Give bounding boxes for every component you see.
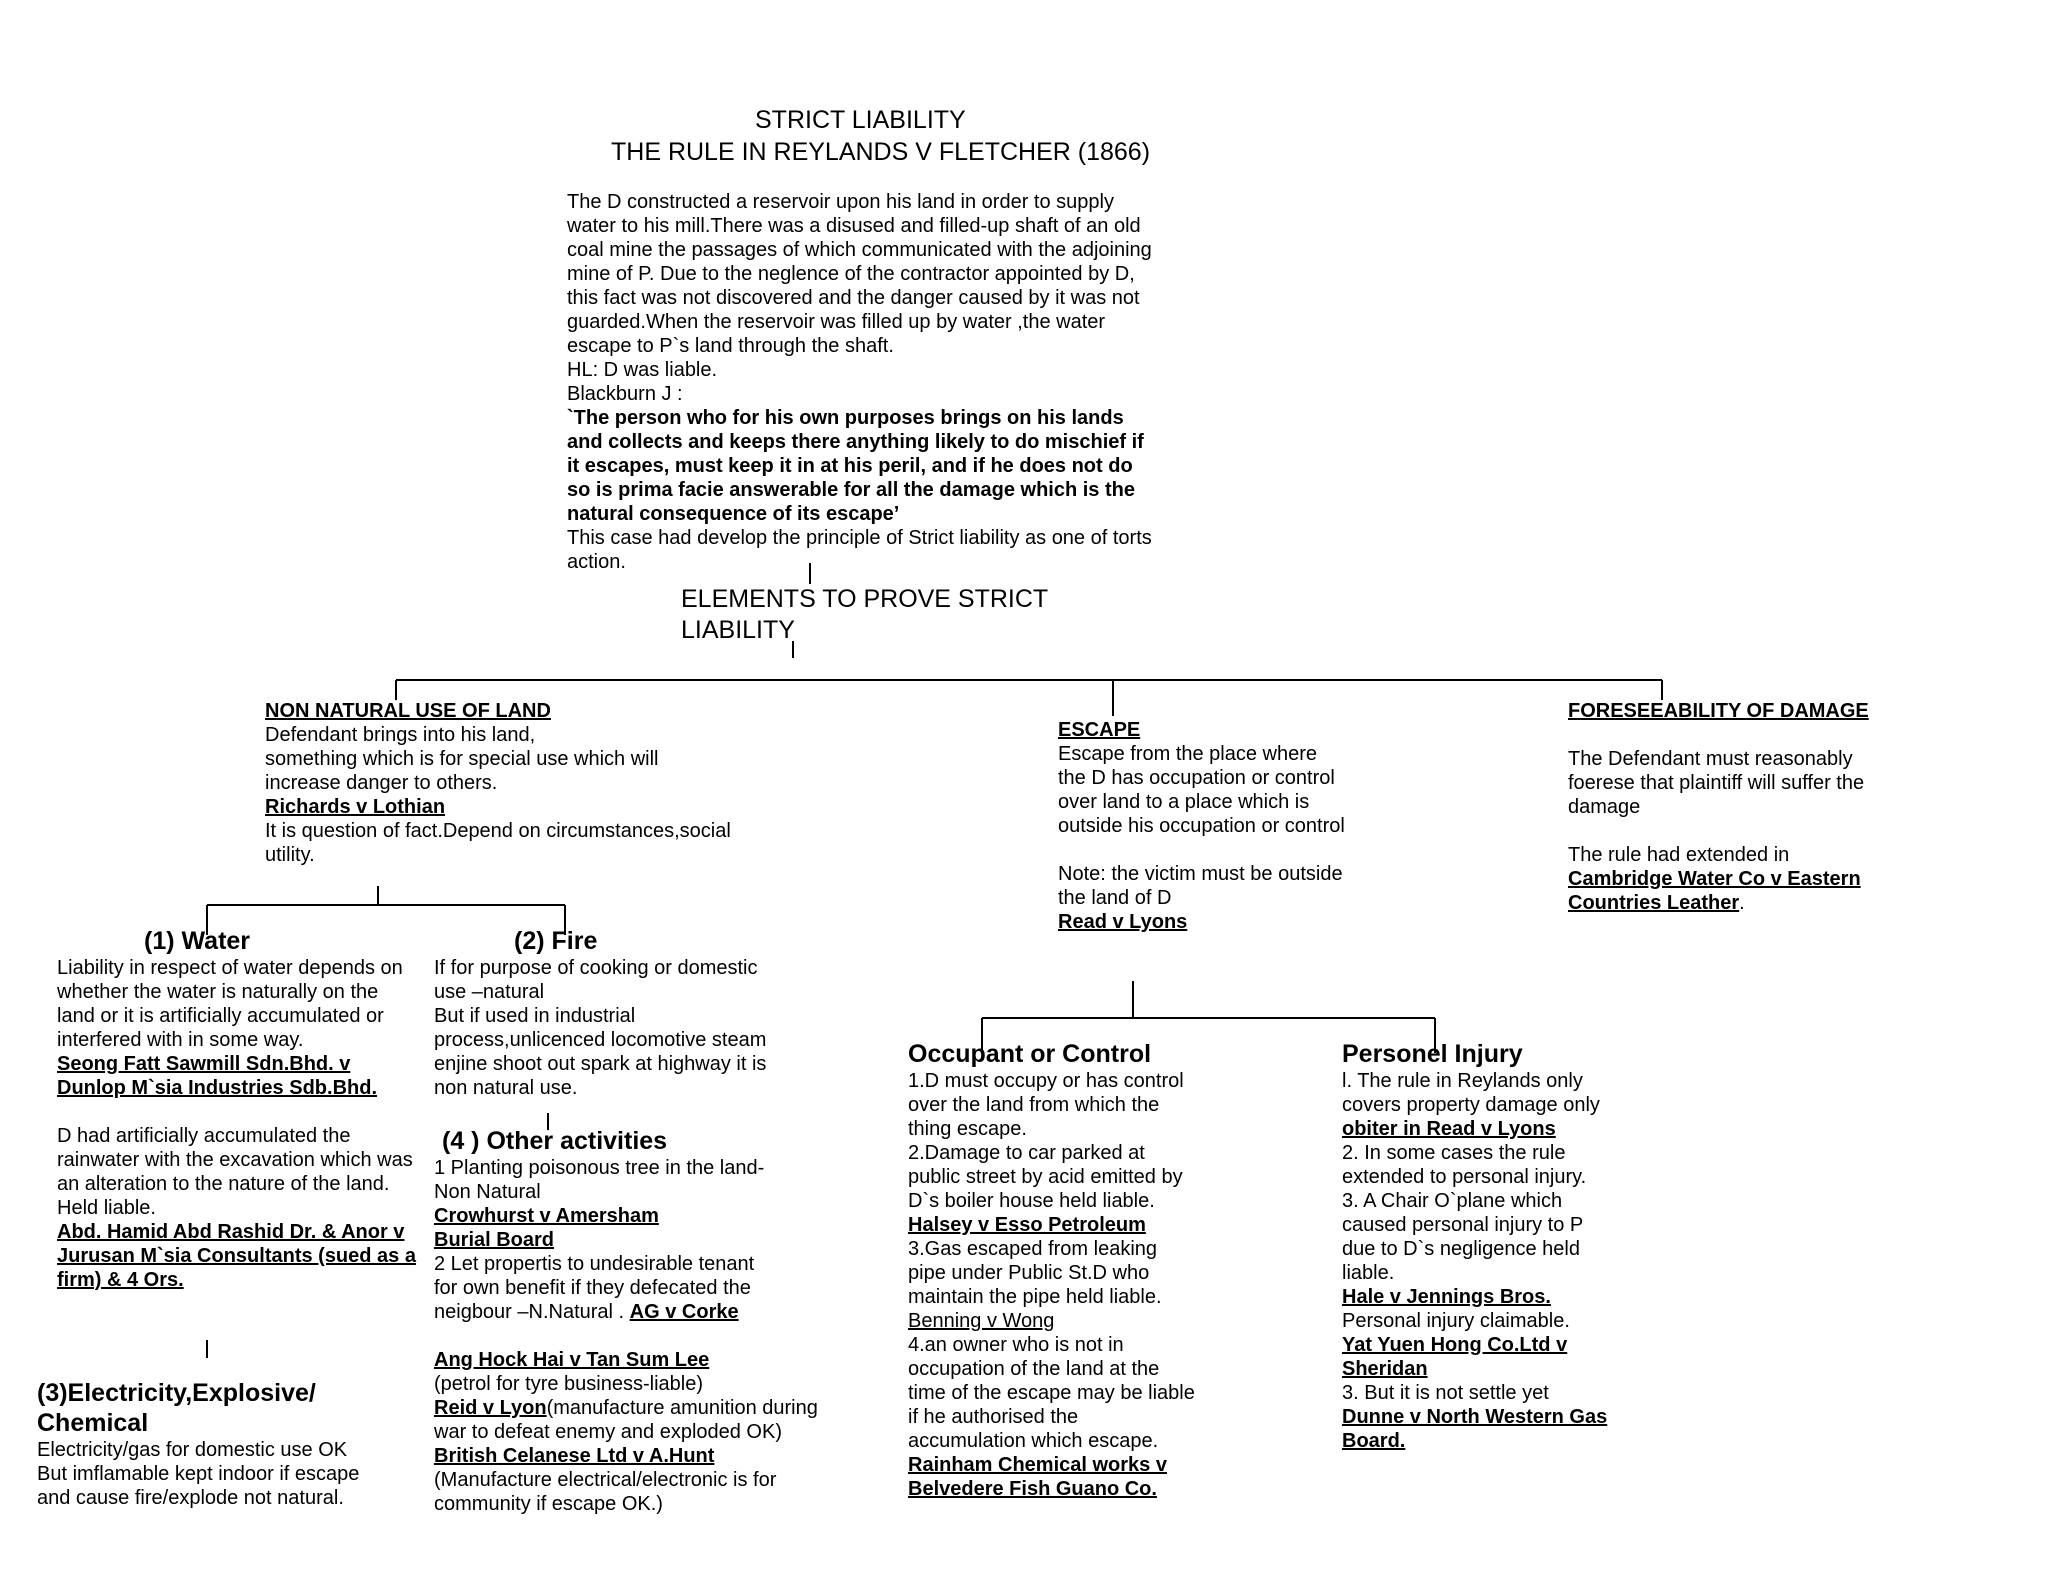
case-hale-v-jennings: Hale v Jennings Bros. — [1342, 1286, 1551, 1308]
water-line: Liability in respect of water depends on — [57, 957, 403, 979]
occupant-line: public street by acid emitted by — [908, 1166, 1183, 1188]
case-obiter-read-v-lyons: obiter in Read v Lyons — [1342, 1118, 1556, 1140]
spacer — [57, 1100, 416, 1124]
non-natural-line: something which is for special use which will — [265, 748, 659, 770]
other-line-with-case — [434, 1396, 818, 1420]
spacer — [1568, 819, 1869, 843]
water-line: land or it is artificially accumulated or — [57, 1005, 384, 1027]
case-rainham-chemical: Rainham Chemical works v — [908, 1454, 1167, 1476]
other-line: (petrol for tyre business-liable) — [434, 1373, 703, 1395]
escape-note-line: Note: the victim must be outside — [1058, 863, 1343, 885]
personel-heading: Personel Injury — [1342, 1040, 1523, 1068]
occupant-line: occupation of the land at the — [908, 1358, 1160, 1380]
foreseeability-line: foerese that plaintiff will suffer the — [1568, 772, 1865, 794]
non-natural-use-node — [265, 699, 731, 867]
case-cambridge-water-line2 — [1568, 891, 1869, 915]
blackburn-quote-line: and collects and keeps there anything likely to do mischief if — [567, 431, 1144, 453]
non-natural-line: It is question of fact.Depend on circumstances,social — [265, 820, 731, 842]
non-natural-line: utility. — [265, 844, 315, 866]
escape-line: over land to a place which is — [1058, 791, 1310, 813]
blackburn-quote-line: natural consequence of its escape’ — [567, 503, 900, 525]
personel-line: extended to personal injury. — [1342, 1166, 1587, 1188]
electricity-heading-cont: Chemical — [37, 1409, 149, 1437]
foreseeability-line: The Defendant must reasonably — [1568, 748, 1853, 770]
case-crowhurst-cont: Burial Board — [434, 1229, 555, 1251]
other-line: neigbour –N.Natural . — [434, 1301, 625, 1323]
intro-closing-line: This case had develop the principle of Strict liability as one of torts — [567, 527, 1152, 549]
other-line: community if escape OK.) — [434, 1493, 663, 1515]
intro-line: coal mine the passages of which communicated with the adjoining — [567, 239, 1152, 261]
fire-heading: (2) Fire — [514, 927, 598, 955]
water-line: interfered with in some way. — [57, 1029, 304, 1051]
page-title: STRICT LIABILITY — [755, 106, 966, 134]
occupant-line: 1.D must occupy or has control — [908, 1070, 1184, 1092]
case-yat-yuen-hong-cont: Sheridan — [1342, 1358, 1428, 1380]
other-line-with-case — [434, 1300, 818, 1324]
intro-block — [567, 190, 1152, 574]
intro-line: HL: D was liable. — [567, 359, 718, 381]
escape-line: outside his occupation or control — [1058, 815, 1345, 837]
case-ag-v-corke: AG v Corke — [629, 1301, 739, 1323]
intro-closing-line: action. — [567, 551, 626, 573]
personel-line: 3. But it is not settle yet — [1342, 1382, 1549, 1404]
foreseeability-line: damage — [1568, 796, 1641, 818]
water-line: rainwater with the excavation which was — [57, 1149, 413, 1171]
case-dunne-v-north-western: Dunne v North Western Gas — [1342, 1406, 1608, 1428]
other-line: 1 Planting poisonous tree in the land- — [434, 1157, 765, 1179]
intro-line: escape to P`s land through the shaft. — [567, 335, 894, 357]
other-line: for own benefit if they defecated the — [434, 1277, 751, 1299]
occupant-line: time of the escape may be liable — [908, 1382, 1195, 1404]
case-british-celanese: British Celanese Ltd v A.Hunt — [434, 1445, 715, 1467]
personel-line: due to D`s negligence held — [1342, 1238, 1580, 1260]
personel-line: covers property damage only — [1342, 1094, 1600, 1116]
spacer — [1568, 723, 1869, 747]
intro-line: water to his mill.There was a disused and filled-up shaft of an old — [567, 215, 1141, 237]
case-reid-v-lyon: Reid v Lyon — [434, 1397, 547, 1419]
personel-injury-node — [1342, 1039, 1607, 1453]
water-node — [57, 926, 416, 1292]
fire-line: non natural use. — [434, 1077, 578, 1099]
occupant-line: 3.Gas escaped from leaking — [908, 1238, 1158, 1260]
electricity-line: But imflamable kept indoor if escape — [37, 1463, 360, 1485]
water-line: D had artificially accumulated the — [57, 1125, 351, 1147]
case-rainham-chemical-cont: Belvedere Fish Guano Co. — [908, 1478, 1157, 1500]
other-line: Non Natural — [434, 1181, 541, 1203]
fire-line: enjine shoot out spark at highway it is — [434, 1053, 767, 1075]
occupant-line: 4.an owner who is not in — [908, 1334, 1124, 1356]
foreseeability-heading: FORESEEABILITY OF DAMAGE — [1568, 700, 1869, 722]
foreseeability-node — [1568, 699, 1869, 915]
escape-line: Escape from the place where — [1058, 743, 1318, 765]
other-line: 2 Let propertis to undesirable tenant — [434, 1253, 755, 1275]
electricity-node — [37, 1378, 359, 1510]
occupant-line: accumulation which escape. — [908, 1430, 1159, 1452]
personel-line: 3. A Chair O`plane which — [1342, 1190, 1563, 1212]
intro-line: Blackburn J : — [567, 383, 683, 405]
personel-line: l. The rule in Reylands only — [1342, 1070, 1583, 1092]
escape-note-line: the land of D — [1058, 887, 1172, 909]
period: . — [1739, 892, 1745, 914]
fire-line: process,unlicenced locomotive steam — [434, 1029, 767, 1051]
electricity-line: and cause fire/explode not natural. — [37, 1487, 344, 1509]
other-activities-node — [434, 1126, 818, 1516]
blackburn-quote-line: `The person who for his own purposes brings on his lands — [567, 407, 1124, 429]
case-seong-fatt: Seong Fatt Sawmill Sdn.Bhd. v — [57, 1053, 351, 1075]
case-abd-hamid-cont: Jurusan M`sia Consultants (sued as a — [57, 1245, 416, 1267]
occupant-line: thing escape. — [908, 1118, 1027, 1140]
elements-heading-line: LIABILITY — [681, 616, 795, 644]
foreseeability-extended: The rule had extended in — [1568, 844, 1790, 866]
intro-line: The D constructed a reservoir upon his land in order to supply — [567, 191, 1114, 213]
elements-heading — [681, 584, 1048, 646]
intro-line: guarded.When the reservoir was filled up by water ,the water — [567, 311, 1106, 333]
case-read-v-lyons: Read v Lyons — [1058, 911, 1188, 933]
non-natural-line: increase danger to others. — [265, 772, 498, 794]
personel-line: caused personal injury to P — [1342, 1214, 1584, 1236]
other-line: war to defeat enemy and exploded OK) — [434, 1421, 782, 1443]
occupant-control-node — [908, 1039, 1195, 1501]
electricity-line: Electricity/gas for domestic use OK — [37, 1439, 348, 1461]
non-natural-heading: NON NATURAL USE OF LAND — [265, 700, 551, 722]
escape-line: the D has occupation or control — [1058, 767, 1335, 789]
occupant-line: over the land from which the — [908, 1094, 1160, 1116]
case-benning-v-wong: Benning v Wong — [908, 1310, 1055, 1332]
elements-heading-line: ELEMENTS TO PROVE STRICT — [681, 585, 1049, 613]
escape-heading: ESCAPE — [1058, 719, 1141, 741]
occupant-heading: Occupant or Control — [908, 1040, 1152, 1068]
fire-line: If for purpose of cooking or domestic — [434, 957, 758, 979]
case-richards-v-lothian: Richards v Lothian — [265, 796, 446, 818]
fire-node — [434, 926, 766, 1100]
water-line: Held liable. — [57, 1197, 156, 1219]
blackburn-quote-line: it escapes, must keep it in at his peril, and if he does not do — [567, 455, 1133, 477]
other-activities-heading: (4 ) Other activities — [442, 1127, 668, 1155]
case-abd-hamid: Abd. Hamid Abd Rashid Dr. & Anor v — [57, 1221, 405, 1243]
water-heading: (1) Water — [144, 927, 251, 955]
case-seong-fatt-cont: Dunlop M`sia Industries Sdb.Bhd. — [57, 1077, 377, 1099]
case-cambridge-water: Cambridge Water Co v Eastern — [1568, 868, 1861, 890]
escape-node — [1058, 718, 1345, 934]
occupant-line: maintain the pipe held liable. — [908, 1286, 1162, 1308]
spacer — [434, 1324, 818, 1348]
occupant-line: 2.Damage to car parked at — [908, 1142, 1145, 1164]
other-line: (manufacture amunition during — [546, 1397, 818, 1419]
case-cambridge-water-cont: Countries Leather — [1568, 892, 1740, 914]
occupant-line: D`s boiler house held liable. — [908, 1190, 1155, 1212]
water-line: whether the water is naturally on the — [57, 981, 379, 1003]
fire-line: But if used in industrial — [434, 1005, 636, 1027]
water-line: an alteration to the nature of the land. — [57, 1173, 390, 1195]
case-crowhurst: Crowhurst v Amersham — [434, 1205, 659, 1227]
blackburn-quote-line: so is prima facie answerable for all the damage which is the — [567, 479, 1135, 501]
case-halsey-v-esso: Halsey v Esso Petroleum — [908, 1214, 1146, 1236]
intro-line: mine of P. Due to the neglence of the contractor appointed by D, — [567, 263, 1135, 285]
spacer — [1058, 838, 1345, 862]
personel-line: Personal injury claimable. — [1342, 1310, 1570, 1332]
personel-line: 2. In some cases the rule — [1342, 1142, 1566, 1164]
case-dunne-v-north-western-cont: Board. — [1342, 1430, 1406, 1452]
case-yat-yuen-hong: Yat Yuen Hong Co.Ltd v — [1342, 1334, 1568, 1356]
electricity-heading: (3)Electricity,Explosive/ — [37, 1379, 316, 1407]
fire-line: use –natural — [434, 981, 545, 1003]
personel-line: liable. — [1342, 1262, 1395, 1284]
occupant-line: pipe under Public St.D who — [908, 1262, 1150, 1284]
case-abd-hamid-cont: firm) & 4 Ors. — [57, 1269, 184, 1291]
page-subtitle: THE RULE IN REYLANDS V FLETCHER (1866) — [611, 138, 1151, 166]
occupant-line: if he authorised the — [908, 1406, 1079, 1428]
non-natural-line: Defendant brings into his land, — [265, 724, 536, 746]
case-ang-hock-hai: Ang Hock Hai v Tan Sum Lee — [434, 1349, 710, 1371]
intro-line: this fact was not discovered and the danger caused by it was not — [567, 287, 1140, 309]
other-line: (Manufacture electrical/electronic is for — [434, 1469, 777, 1491]
